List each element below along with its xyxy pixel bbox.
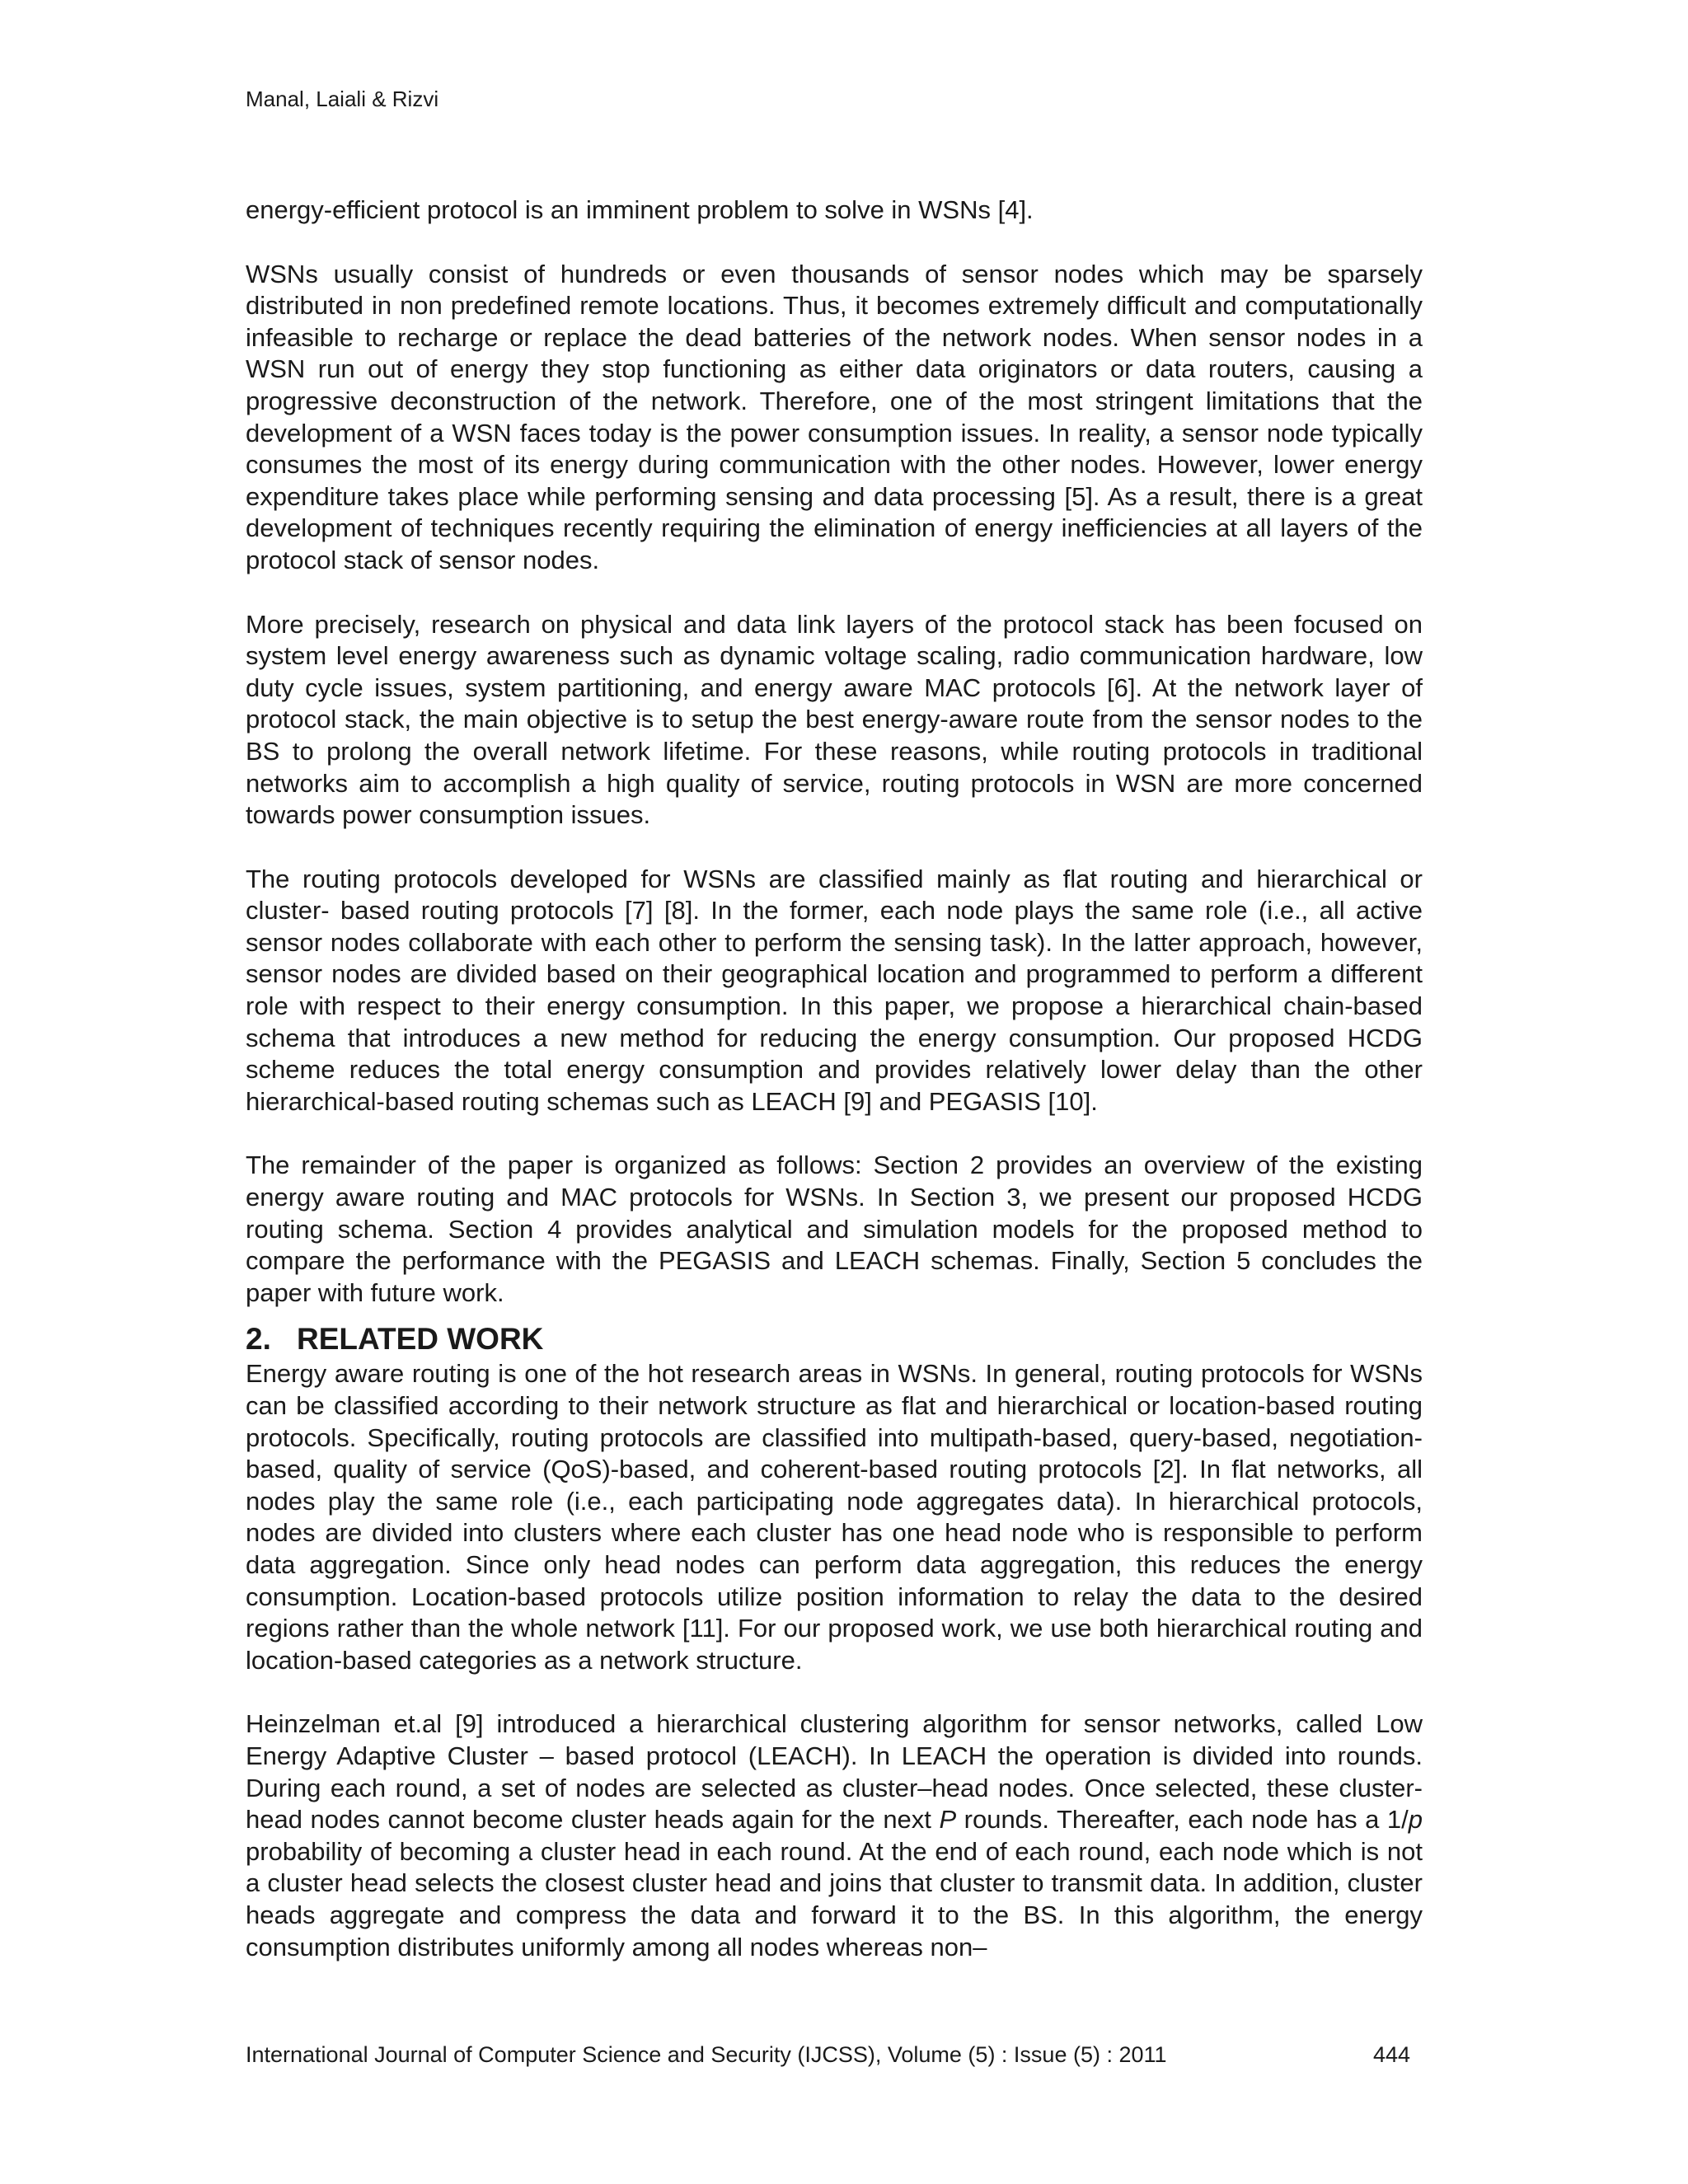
paragraph-gap: [246, 1118, 1423, 1150]
paragraph-gap: [246, 1676, 1423, 1708]
leach-text-part-2: rounds. Thereafter, each node has a 1/: [956, 1805, 1409, 1835]
leach-text-part-1: Heinzelman et.al [9] introduced a hierarchical clustering algorithm for sensor networks, called Low Energy Adaptive Cluster – based protocol (LEACH). In LEACH the operation is divided into rounds. During each round, a set of nodes are selected as cluster–head nodes. Once selected, these cluster-head nodes cannot become cluster heads again for the next: [246, 1709, 1423, 1835]
section-number: 2.: [246, 1322, 271, 1357]
running-header: [246, 86, 438, 112]
page-body: [246, 194, 1423, 1963]
header-authors: Manal, Laiali & Rizvi: [246, 87, 439, 111]
paragraph-routing-classification: The routing protocols developed for WSNs are classified mainly as flat routing and hierarchical or cluster- based routing protocols [7] [8]. In the former, each node plays the same role (i.e., all active sensor nodes collaborate with each other to perform the sensing task). In the latter approach, however, sensor nodes are divided based on their geographical location and programmed to perform a different role with respect to their energy consumption. In this paper, we propose a hierarchical chain-based schema that introduces a new method for reducing the energy consumption. Our proposed HCDG scheme reduces the total energy consumption and provides relatively lower delay than the other hierarchical-based routing schemas such as LEACH [9] and PEGASIS [10].: [246, 864, 1423, 1116]
paragraph-gap: [246, 577, 1423, 609]
section-title: RELATED WORK: [297, 1322, 544, 1357]
leach-variable-P: P: [939, 1805, 957, 1835]
paragraph-gap: [246, 227, 1423, 259]
paragraph-wsn-energy: WSNs usually consist of hundreds or even thousands of sensor nodes which may be sparsely distributed in non predefined remote locations. Thus, it becomes extremely difficult and computationally infeasible to recharge or replace the dead batteries of the network nodes. When sensor nodes in a WSN run out of energy they stop functioning as either data originators or data routers, causing a progressive deconstruction of the network. Therefore, one of the most stringent limitations that the development of a WSN faces today is the power consumption issues. In reality, a sensor node typically consumes the most of its energy during communication with the other nodes. However, lower energy expenditure takes place while performing sensing and data processing [5]. As a result, there is a great development of techniques recently requiring the elimination of energy inefficiencies at all layers of the protocol stack of sensor nodes.: [246, 259, 1423, 574]
section-heading-related-work: [246, 1320, 1423, 1358]
paragraph-intro-continuation: energy-efficient protocol is an imminent problem to solve in WSNs [4].: [246, 195, 1034, 224]
footer-page-number: 444: [1373, 2042, 1411, 2067]
paragraph-paper-organization: The remainder of the paper is organized as follows: Section 2 provides an overview of the existing energy aware routing and MAC protocols for WSNs. In Section 3, we present our proposed HCDG routing schema. Section 4 provides analytical and simulation models for the proposed method to compare the performance with the PEGASIS and LEACH schemas. Finally, Section 5 concludes the paper with future work.: [246, 1151, 1423, 1307]
paragraph-research-layers: More precisely, research on physical and data link layers of the protocol stack has been focused on system level energy awareness such as dynamic voltage scaling, radio communication hardware, low duty cycle issues, system partitioning, and energy aware MAC protocols [6]. At the network layer of protocol stack, the main objective is to setup the best energy-aware route from the sensor nodes to the BS to prolong the overall network lifetime. For these reasons, while routing protocols in traditional networks aim to accomplish a high quality of service, routing protocols in WSN are more concerned towards power consumption issues.: [246, 609, 1423, 830]
leach-variable-p: p: [1408, 1805, 1423, 1835]
paragraph-gap: [246, 832, 1423, 864]
paragraph-leach: [246, 1708, 1423, 1963]
paragraph-energy-aware-routing: Energy aware routing is one of the hot research areas in WSNs. In general, routing protocols for WSNs can be classified according to their network structure as flat and hierarchical or location-based routing protocols. Specifically, routing protocols are classified into multipath-based, query-based, negotiation-based, quality of service (QoS)-based, and coherent-based routing protocols [2]. In flat networks, all nodes play the same role (i.e., each participating node aggregates data). In hierarchical protocols, nodes are divided into clusters where each cluster has one head node who is responsible to perform data aggregation. Since only head nodes can perform data aggregation, this reduces the energy consumption. Location-based protocols utilize position information to relay the data to the desired regions rather than the whole network [11]. For our proposed work, we use both hierarchical routing and location-based categories as a network structure.: [246, 1359, 1423, 1675]
footer-journal-citation: International Journal of Computer Science and Security (IJCSS), Volume (5) : Issue (5) : 2011: [246, 2042, 1167, 2067]
leach-text-part-3: probability of becoming a cluster head in each round. At the end of each round, each node which is not a cluster head selects the closest cluster head and joins that cluster to transmit data. In addition, cluster heads aggregate and compress the data and forward it to the BS. In this algorithm, the energy consumption distributes uniformly among all nodes whereas non–: [246, 1836, 1423, 1961]
